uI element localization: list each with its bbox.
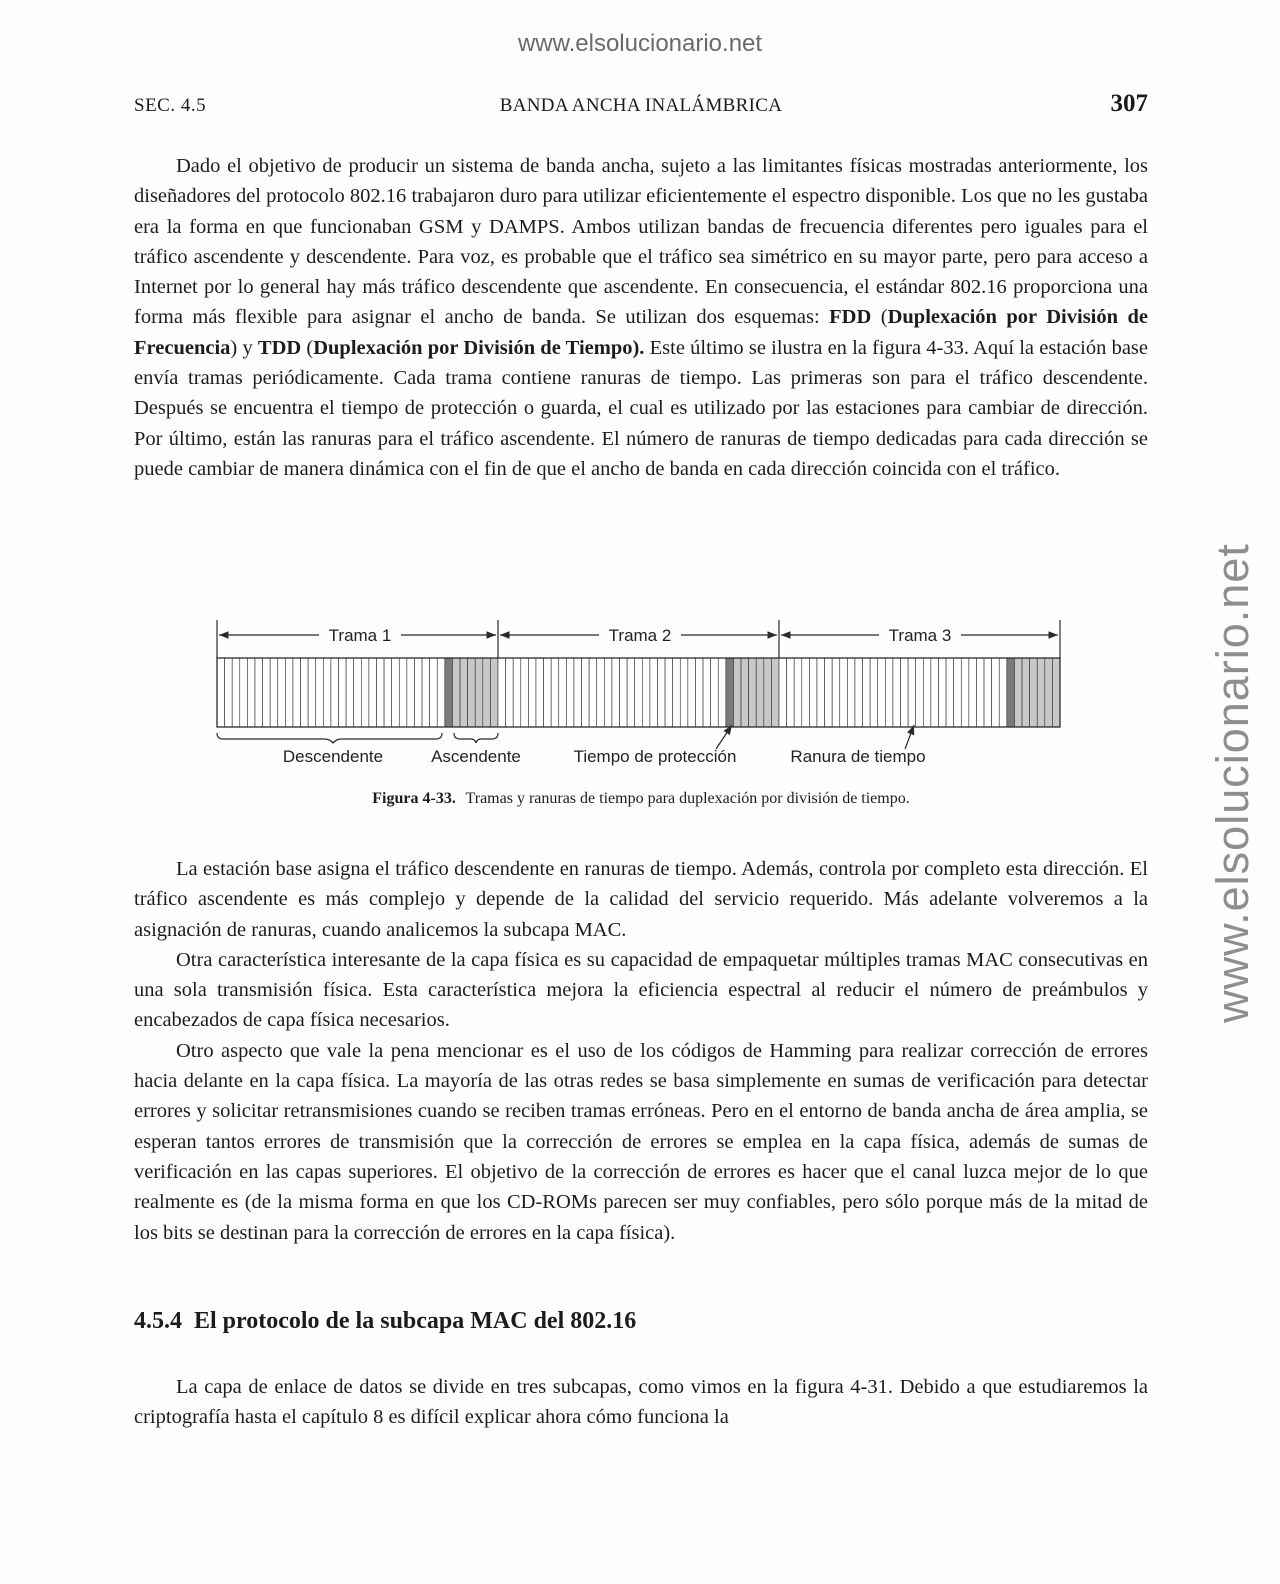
term-fdd-full: Duplexación por División de Frecuencia <box>134 306 1148 359</box>
downlink-slot <box>544 658 552 727</box>
downlink-slot <box>506 658 514 727</box>
downlink-slot <box>688 658 696 727</box>
downlink-slot <box>513 658 521 727</box>
guard-slot <box>445 658 453 727</box>
downlink-slot <box>308 658 316 727</box>
downlink-slot <box>620 658 628 727</box>
downlink-slot <box>992 658 1000 727</box>
uplink-slot <box>1045 658 1053 727</box>
downlink-slot <box>566 658 574 727</box>
downlink-slot <box>923 658 931 727</box>
uplink-slot <box>483 658 491 727</box>
uplink-slot <box>475 658 483 727</box>
downlink-slot <box>825 658 833 727</box>
section-ref: SEC. 4.5 <box>134 95 207 116</box>
downlink-slot <box>635 658 643 727</box>
downlink-slot <box>870 658 878 727</box>
downlink-slot <box>422 658 430 727</box>
time-slots <box>217 658 1060 727</box>
downlink-slot <box>399 658 407 727</box>
uplink-slot <box>452 658 460 727</box>
downlink-slot <box>878 658 886 727</box>
downlink-slot <box>673 658 681 727</box>
frame-label-3: Trama 3 <box>888 626 952 645</box>
downlink-slot <box>642 658 650 727</box>
term-fdd: FDD <box>829 306 872 329</box>
tdd-diagram <box>134 612 1148 782</box>
paragraph-5 <box>134 1372 1148 1433</box>
downlink-slot <box>278 658 286 727</box>
downlink-slot <box>559 658 567 727</box>
uplink-slot <box>490 658 498 727</box>
downlink-slot <box>270 658 278 727</box>
term-conjunction: y <box>242 336 253 359</box>
downlink-slot <box>582 658 590 727</box>
downlink-slot <box>657 658 665 727</box>
downlink-slot <box>901 658 909 727</box>
downlink-slot <box>521 658 529 727</box>
downlink-slot <box>665 658 673 727</box>
downlink-slot <box>650 658 658 727</box>
downlink-slot <box>969 658 977 727</box>
downlink-slot <box>316 658 324 727</box>
downlink-slot <box>787 658 795 727</box>
downlink-slot <box>885 658 893 727</box>
chapter-title: BANDA ANCHA INALÁMBRICA <box>499 95 783 116</box>
section-number: 4.5.4 <box>134 1308 182 1334</box>
uplink-slot <box>1022 658 1030 727</box>
downlink-slot <box>376 658 384 727</box>
uplink-slot <box>1014 658 1022 727</box>
uplink-slot <box>468 658 476 727</box>
downlink-slot <box>255 658 263 727</box>
uplink-slot <box>733 658 741 727</box>
uplink-slot <box>1030 658 1038 727</box>
downlink-slot <box>574 658 582 727</box>
downlink-slot <box>232 658 240 727</box>
downlink-slot <box>779 658 787 727</box>
section-title: El protocolo de la subcapa MAC del 802.16 <box>194 1308 637 1334</box>
paragraph-4: Otro aspecto que vale la pena mencionar es el uso de los códigos de Hamming para realizar corrección de errores hacia delante en la capa física. La mayoría de las otras redes se basa simplemente en sumas de verificación para detectar errores y solicitar retransmisiones cuando se reciben tramas erróneas. Pero en el entorno de banda ancha de área amplia, se esperan tantos errores de transmisión que la corrección de errores se emplea en la capa física, además de sumas de verificación en las capas superiores. El objetivo de la corrección de errores es hacer que el canal luzca mejor de lo que realmente es (de la misma forma en que los CD-ROMs parecen ser muy confiables, pero sólo porque más de la mitad de los bits se destinan para la corrección de errores en la capa física). <box>134 1039 1148 1244</box>
downlink-slot <box>354 658 362 727</box>
downlink-slot <box>346 658 354 727</box>
downlink-slot <box>323 658 331 727</box>
downlink-slot <box>680 658 688 727</box>
watermark-side: www.elsolucionario.net <box>1207 543 1258 1023</box>
downlink-slot <box>285 658 293 727</box>
downlink-slot <box>225 658 233 727</box>
downlink-slot <box>437 658 445 727</box>
uplink-slot <box>764 658 772 727</box>
downlink-slot <box>263 658 271 727</box>
guard-slot <box>1007 658 1015 727</box>
downlink-slot <box>536 658 544 727</box>
caption-label: Figura 4-33. <box>372 790 456 807</box>
frame-label-1: Trama 1 <box>328 626 392 645</box>
downlink-slot <box>817 658 825 727</box>
downlink-slot <box>840 658 848 727</box>
downlink-slot <box>407 658 415 727</box>
downlink-slot <box>908 658 916 727</box>
downlink-slot <box>240 658 248 727</box>
downlink-slot <box>498 658 506 727</box>
running-head <box>134 90 1148 120</box>
downlink-slot <box>293 658 301 727</box>
downlink-slot <box>361 658 369 727</box>
downlink-slot <box>430 658 438 727</box>
downlink-slot <box>855 658 863 727</box>
paragraph-1-text-a: Dado el objetivo de producir un sistema de banda ancha, sujeto a las limitantes físicas mostradas anteriormente, los diseñadores del protocolo 802.16 trabajaron duro para utilizar eficientemente el espectro disponible. Los que no les gustaba era la forma en que funcionaban GSM y DAMPS. Ambos utilizan bandas de frecuencia diferentes pero iguales para el tráfico ascendente y descendente. Para voz, es probable que el tráfico sea simétrico en su mayor parte, pero para acceso a Internet por lo general hay más tráfico descendente que ascendente. En consecuencia, el estándar 802.16 proporciona una forma más flexible para asignar el ancho de banda. Se utilizan dos esquemas: <box>134 155 1148 329</box>
guard-pointer <box>716 725 732 749</box>
uplink-brace <box>454 733 498 743</box>
uplink-slot <box>749 658 757 727</box>
slot-pointer <box>905 725 914 749</box>
frame-label-2: Trama 2 <box>608 626 672 645</box>
paragraph-3: Otra característica interesante de la capa física es su capacidad de empaquetar múltiples tramas MAC consecutivas en una sola transmisión física. Esta característica mejora la eficiencia espectral al reducir el número de preámbulos y encabezados de capa física necesarios. <box>134 948 1148 1032</box>
downlink-slot <box>695 658 703 727</box>
downlink-slot <box>392 658 400 727</box>
uplink-slot <box>460 658 468 727</box>
downlink-slot <box>847 658 855 727</box>
downlink-slot <box>802 658 810 727</box>
downlink-slot <box>247 658 255 727</box>
downlink-slot <box>916 658 924 727</box>
downlink-slot <box>832 658 840 727</box>
downlink-slot <box>627 658 635 727</box>
downlink-slot <box>551 658 559 727</box>
downlink-slot <box>369 658 377 727</box>
downlink-slot <box>604 658 612 727</box>
figure-caption <box>134 790 1148 808</box>
downlink-slot <box>589 658 597 727</box>
downlink-slot <box>217 658 225 727</box>
downlink-slot <box>976 658 984 727</box>
term-tdd: TDD <box>257 336 302 359</box>
downlink-slot <box>794 658 802 727</box>
downlink-slot <box>863 658 871 727</box>
slot-label: Ranura de tiempo <box>790 747 926 766</box>
downlink-slot <box>384 658 392 727</box>
downlink-slot <box>414 658 422 727</box>
paragraph-2: La estación base asigna el tráfico descendente en ranuras de tiempo. Además, controla por completo esta dirección. El tráfico ascendente es más complejo y depende de la calidad del servicio requerido. Más adelante volveremos a la asignación de ranuras, cuando analicemos la subcapa MAC. <box>134 858 1148 941</box>
downlink-slot <box>893 658 901 727</box>
downlink-slot <box>612 658 620 727</box>
downlink-slot <box>938 658 946 727</box>
uplink-slot <box>741 658 749 727</box>
uplink-slot <box>1052 658 1060 727</box>
downlink-slot <box>339 658 347 727</box>
uplink-slot <box>1037 658 1045 727</box>
paragraph-5-text: La capa de enlace de datos se divide en tres subcapas, como vimos en la figura 4-31. Debido a que estudiaremos la criptografía hasta el capítulo 8 es difícil explicar ahora cómo funciona la <box>134 1376 1148 1429</box>
downlink-slot <box>718 658 726 727</box>
caption-text: Tramas y ranuras de tiempo para duplexación por división de tiempo. <box>465 790 910 807</box>
downlink-slot <box>703 658 711 727</box>
downlink-slot <box>931 658 939 727</box>
downlink-slot <box>711 658 719 727</box>
downlink-slot <box>984 658 992 727</box>
page-number: 307 <box>1110 90 1148 117</box>
uplink-label: Ascendente <box>431 747 521 766</box>
uplink-slot <box>756 658 764 727</box>
figure-4-33 <box>134 612 1148 822</box>
section-heading <box>134 1308 636 1335</box>
downlink-label: Descendente <box>282 747 384 766</box>
downlink-slot <box>331 658 339 727</box>
downlink-slot <box>946 658 954 727</box>
downlink-slot <box>809 658 817 727</box>
watermark-top: www.elsolucionario.net <box>517 30 763 57</box>
guard-slot <box>726 658 734 727</box>
downlink-slot <box>528 658 536 727</box>
downlink-slot <box>961 658 969 727</box>
downlink-slot <box>954 658 962 727</box>
downlink-brace <box>217 733 442 743</box>
paragraph-2-to-4 <box>134 854 1148 1248</box>
term-tdd-full: Duplexación por División de Tiempo <box>313 336 633 359</box>
downlink-slot <box>301 658 309 727</box>
guard-label: Tiempo de protección <box>573 747 737 766</box>
downlink-slot <box>999 658 1007 727</box>
paragraph-1: Dado el objetivo de producir un sistema de banda ancha, sujeto a las limitantes físicas mostradas anteriormente, los diseñadores del protocolo 802.16 trabajaron duro para utilizar eficientemente el espectro disponible. Los que no les gustaba era la forma en que funcionaban GSM y DAMPS. Ambos utilizan bandas de frecuencia diferentes pero iguales para el tráfico ascendente y descendente. Para voz, es probable que el tráfico sea simétrico en su mayor parte, pero para acceso a Internet por lo general hay más tráfico descendente que ascendente. En consecuencia, el estándar 802.16 proporciona una forma más flexible para asignar el ancho de banda. Se utilizan dos esquemas: FDD (Duplexación por División de Frecuencia) y TDD (Duplexación por División de Tiempo). Este último se ilustra en la figura 4-33. Aquí la estación base envía tramas periódicamente. Cada trama contiene ranuras de tiempo. Las primeras son para el tráfico descendente. Después se encuentra el tiempo de protección o guarda, el cual es utilizado por las estaciones para cambiar de dirección. Por último, están las ranuras para el tráfico ascendente. El número de ranuras de tiempo dedicadas para cada dirección se puede cambiar de manera dinámica con el fin de que el ancho de banda en cada dirección coincida con el tráfico. <box>134 155 1149 480</box>
paragraph-1-text-b: Este último se ilustra en la figura 4-33. Aquí la estación base envía tramas periódicamente. Cada trama contiene ranuras de tiempo. Las primeras son para el tráfico descendente. Después se encuentra el tiempo de protección o guarda, el cual es utilizado por las estaciones para cambiar de dirección. Por último, están las ranuras para el tráfico ascendente. El número de ranuras de tiempo dedicadas para cada dirección se puede cambiar de manera dinámica con el fin de que el ancho de banda en cada dirección coincida con el tráfico. <box>134 336 1149 480</box>
uplink-slot <box>771 658 779 727</box>
downlink-slot <box>597 658 605 727</box>
